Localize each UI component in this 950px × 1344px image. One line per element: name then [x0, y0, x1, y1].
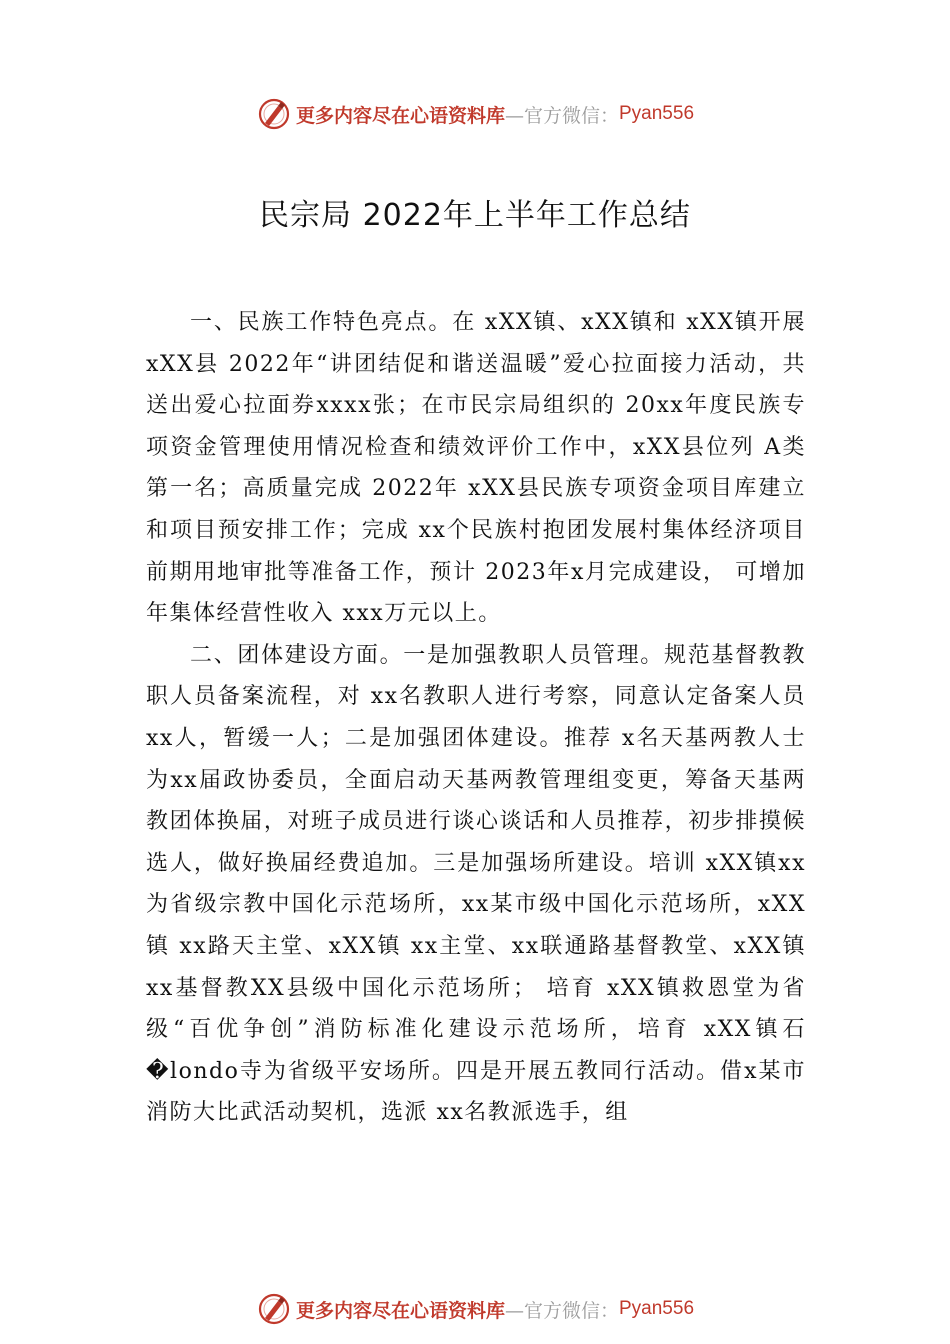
banner-wechat-account: Pyan556	[619, 103, 695, 124]
banner-main-text: 更多内容尽在心语资料库	[295, 104, 505, 127]
footer-banner	[0, 1289, 950, 1329]
document-title: 民宗局 2022年上半年工作总结	[259, 198, 691, 233]
document-body	[146, 302, 806, 1134]
pen-nib-seal-logo	[256, 1291, 292, 1327]
paragraph-group-building: 二、团体建设方面。一是加强教职人员管理。规范基督教教职人员备案流程，对 xx名教职人进行考察，同意认定备案人员xx人，暂缓一人；二是加强团体建设。推荐 x名天基两教人士为xx届政协委员，全面启动天基两教管理组变更，筹备天基两教团体换届，对班子成员进行谈心谈话和人员推荐，初步排摸候选人，做好换届经费追加。三是加强场所建设。培训 xXX镇xx为省级宗教中国化示范场所，xx某市级中国化示范场所，xXX镇 xx路天主堂、xXX镇 xx主堂、xx联通路基督教堂、xXX镇 xx基督教XX县级中国化示范场所； 培育 xXX镇救恩堂为省级“百优争创”消防标准化建设示范场所，培育 xXX镇石�londo寺为省级平安场所。四是开展五教同行活动。借x某市消防大比武活动契机，选派 xx名教派选手，组	[146, 642, 806, 1126]
header-banner	[0, 94, 950, 134]
banner-separator-text: —官方微信：	[504, 104, 619, 127]
banner-separator-text: —官方微信：	[504, 1299, 619, 1322]
banner-wechat-account: Pyan556	[619, 1298, 695, 1319]
banner-main-text: 更多内容尽在心语资料库	[295, 1299, 505, 1322]
pen-nib-seal-logo	[256, 96, 292, 132]
paragraph-ethnic-work: 一、民族工作特色亮点。在 xXX镇、xXX镇和 xXX镇开展 xXX县 2022年“讲团结促和谐送温暖”爱心拉面接力活动，共送出爱心拉面券xxxx张；在市民宗局组织的 20xx年度民族专项资金管理使用情况检查和绩效评价工作中，xXX县位列 A类第一名；高质量完成 2022年 xXX县民族专项资金项目库建立和项目预安排工作；完成 xx个民族村抱团发展村集体经济项目前期用地审批等准备工作，预计 2023年x月完成建设， 可增加年集体经营性收入 xxx万元以上。	[146, 310, 806, 627]
